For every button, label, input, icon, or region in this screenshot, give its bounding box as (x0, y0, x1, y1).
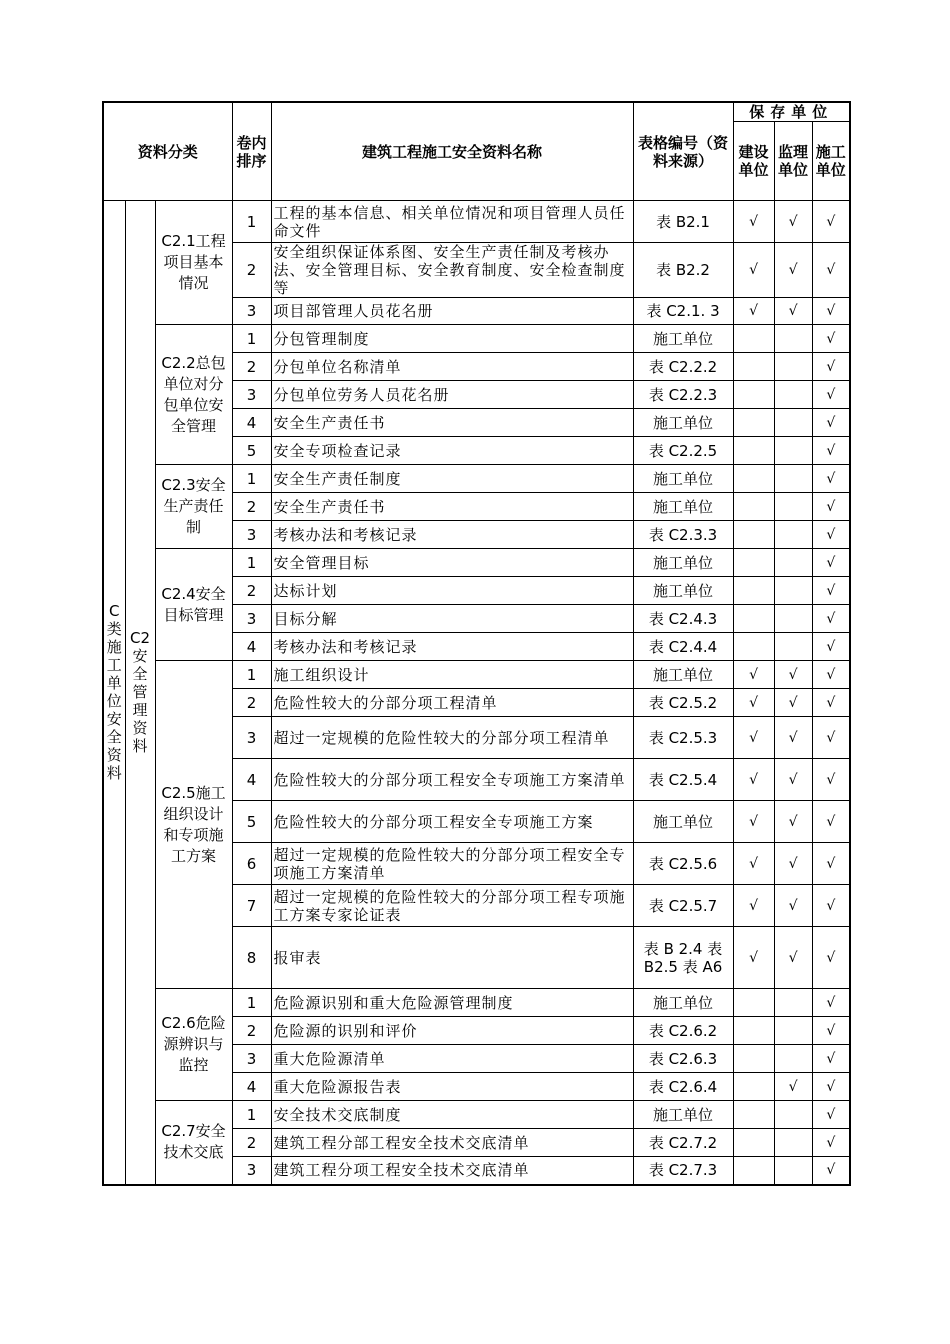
archive-table (102, 101, 851, 1186)
keep-owner-check (733, 989, 774, 1017)
document-name: 安全生产责任书 (271, 493, 633, 521)
section-title: C2.6危险源辨识与监控 (155, 989, 232, 1101)
section-title: C2.5施工组织设计和专项施工方案 (155, 661, 232, 989)
row-number: 2 (232, 493, 271, 521)
document-name: 危险性较大的分部分项工程清单 (271, 689, 633, 717)
keep-contractor-check: √ (812, 1157, 850, 1185)
row-number: 5 (232, 801, 271, 843)
keep-supervisor-check (774, 605, 812, 633)
form-number: 表 C2.5.3 (633, 717, 733, 759)
row-number: 3 (232, 521, 271, 549)
form-number: 表 C2.5.7 (633, 885, 733, 927)
keep-contractor-check: √ (812, 493, 850, 521)
document-name: 项目部管理人员花名册 (271, 298, 633, 325)
keep-owner-check (733, 549, 774, 577)
keep-owner-check: √ (733, 689, 774, 717)
document-name: 危险性较大的分部分项工程安全专项施工方案 (271, 801, 633, 843)
keep-contractor-check: √ (812, 989, 850, 1017)
form-number: 表 C2.3.3 (633, 521, 733, 549)
header-category: 资料分类 (103, 102, 232, 201)
row-number: 7 (232, 885, 271, 927)
form-number: 施工单位 (633, 661, 733, 689)
document-name: 超过一定规模的危险性较大的分部分项工程安全专项施工方案清单 (271, 843, 633, 885)
document-name: 考核办法和考核记录 (271, 633, 633, 661)
keep-supervisor-check: √ (774, 298, 812, 325)
keep-contractor-check: √ (812, 298, 850, 325)
header-keep-owner: 建设单位 (733, 122, 774, 201)
document-name: 建筑工程分项工程安全技术交底清单 (271, 1157, 633, 1185)
row-number: 1 (232, 989, 271, 1017)
keep-supervisor-check (774, 465, 812, 493)
keep-contractor-check: √ (812, 353, 850, 381)
keep-contractor-check: √ (812, 689, 850, 717)
document-name: 安全生产责任书 (271, 409, 633, 437)
keep-contractor-check: √ (812, 1129, 850, 1157)
row-number: 1 (232, 201, 271, 243)
document-name: 安全生产责任制度 (271, 465, 633, 493)
section-title: C2.7安全技术交底 (155, 1101, 232, 1185)
keep-supervisor-check (774, 381, 812, 409)
keep-supervisor-check: √ (774, 243, 812, 298)
row-number: 3 (232, 298, 271, 325)
form-number: 表 C2.5.6 (633, 843, 733, 885)
keep-contractor-check: √ (812, 381, 850, 409)
keep-supervisor-check: √ (774, 927, 812, 989)
row-number: 2 (232, 577, 271, 605)
keep-supervisor-check (774, 1157, 812, 1185)
row-number: 2 (232, 689, 271, 717)
document-name: 分包单位劳务人员花名册 (271, 381, 633, 409)
form-number: 表 C2.2.3 (633, 381, 733, 409)
form-number: 表 B2.1 (633, 201, 733, 243)
form-number: 施工单位 (633, 325, 733, 353)
document-name: 超过一定规模的危险性较大的分部分项工程专项施工方案专家论证表 (271, 885, 633, 927)
keep-owner-check (733, 1157, 774, 1185)
header-keep-unit: 保存单位 (733, 102, 850, 122)
keep-contractor-check: √ (812, 1101, 850, 1129)
table-row (103, 201, 850, 243)
header-form-no: 表格编号（资料来源） (633, 102, 733, 201)
row-number: 4 (232, 759, 271, 801)
keep-contractor-check: √ (812, 549, 850, 577)
keep-owner-check: √ (733, 717, 774, 759)
keep-supervisor-check (774, 1017, 812, 1045)
form-number: 表 C2.6.2 (633, 1017, 733, 1045)
row-number: 5 (232, 437, 271, 465)
keep-owner-check (733, 633, 774, 661)
document-name: 工程的基本信息、相关单位情况和项目管理人员任命文件 (271, 201, 633, 243)
keep-owner-check: √ (733, 801, 774, 843)
keep-owner-check: √ (733, 759, 774, 801)
keep-supervisor-check (774, 1129, 812, 1157)
document-name: 危险源的识别和评价 (271, 1017, 633, 1045)
keep-owner-check: √ (733, 843, 774, 885)
keep-supervisor-check (774, 633, 812, 661)
document-name: 分包管理制度 (271, 325, 633, 353)
form-number: 施工单位 (633, 409, 733, 437)
keep-supervisor-check (774, 437, 812, 465)
keep-owner-check (733, 437, 774, 465)
row-number: 3 (232, 717, 271, 759)
form-number: 表 C2.7.3 (633, 1157, 733, 1185)
form-number: 施工单位 (633, 577, 733, 605)
row-number: 1 (232, 549, 271, 577)
keep-contractor-check: √ (812, 1073, 850, 1101)
row-number: 8 (232, 927, 271, 989)
form-number: 表 C2.7.2 (633, 1129, 733, 1157)
form-number: 表 C2.5.2 (633, 689, 733, 717)
row-number: 4 (232, 633, 271, 661)
form-number: 表 B 2.4 表 B2.5 表 A6 (633, 927, 733, 989)
keep-owner-check: √ (733, 661, 774, 689)
keep-supervisor-check: √ (774, 885, 812, 927)
form-number: 施工单位 (633, 1101, 733, 1129)
keep-contractor-check: √ (812, 927, 850, 989)
keep-owner-check: √ (733, 927, 774, 989)
keep-contractor-check: √ (812, 465, 850, 493)
form-number: 表 B2.2 (633, 243, 733, 298)
keep-contractor-check: √ (812, 843, 850, 885)
form-number: 施工单位 (633, 801, 733, 843)
row-number: 2 (232, 1017, 271, 1045)
keep-supervisor-check: √ (774, 689, 812, 717)
keep-supervisor-check: √ (774, 843, 812, 885)
keep-owner-check (733, 577, 774, 605)
document-name: 危险性较大的分部分项工程安全专项施工方案清单 (271, 759, 633, 801)
section-title: C2.4安全目标管理 (155, 549, 232, 661)
keep-supervisor-check: √ (774, 1073, 812, 1101)
table-row (103, 989, 850, 1017)
document-name: 超过一定规模的危险性较大的分部分项工程清单 (271, 717, 633, 759)
document-name: 目标分解 (271, 605, 633, 633)
keep-owner-check (733, 1129, 774, 1157)
form-number: 表 C2.6.4 (633, 1073, 733, 1101)
keep-contractor-check: √ (812, 243, 850, 298)
keep-supervisor-check (774, 989, 812, 1017)
keep-contractor-check: √ (812, 759, 850, 801)
keep-contractor-check: √ (812, 885, 850, 927)
keep-supervisor-check (774, 549, 812, 577)
keep-contractor-check: √ (812, 521, 850, 549)
keep-owner-check (733, 409, 774, 437)
row-number: 6 (232, 843, 271, 885)
row-number: 3 (232, 1045, 271, 1073)
row-number: 1 (232, 1101, 271, 1129)
document-name: 达标计划 (271, 577, 633, 605)
keep-owner-check: √ (733, 201, 774, 243)
keep-owner-check (733, 605, 774, 633)
keep-contractor-check: √ (812, 325, 850, 353)
document-name: 安全管理目标 (271, 549, 633, 577)
form-number: 表 C2.5.4 (633, 759, 733, 801)
form-number: 施工单位 (633, 989, 733, 1017)
class-c2-label: C2安全管理资料 (125, 201, 155, 1185)
table-row (103, 1101, 850, 1129)
keep-supervisor-check (774, 577, 812, 605)
class-c-label: C类施工单位安全资料 (103, 201, 125, 1185)
document-name: 分包单位名称清单 (271, 353, 633, 381)
form-number: 表 C2.6.3 (633, 1045, 733, 1073)
header-order: 卷内排序 (232, 102, 271, 201)
keep-supervisor-check (774, 521, 812, 549)
document-name: 建筑工程分部工程安全技术交底清单 (271, 1129, 633, 1157)
keep-contractor-check: √ (812, 801, 850, 843)
keep-contractor-check: √ (812, 201, 850, 243)
keep-owner-check (733, 465, 774, 493)
keep-owner-check (733, 353, 774, 381)
keep-supervisor-check: √ (774, 759, 812, 801)
form-number: 表 C2.1. 3 (633, 298, 733, 325)
keep-owner-check: √ (733, 243, 774, 298)
keep-contractor-check: √ (812, 577, 850, 605)
row-number: 3 (232, 605, 271, 633)
keep-owner-check (733, 381, 774, 409)
keep-supervisor-check: √ (774, 717, 812, 759)
form-number: 表 C2.2.5 (633, 437, 733, 465)
keep-owner-check (733, 1045, 774, 1073)
keep-owner-check (733, 1017, 774, 1045)
table-body (103, 201, 850, 1185)
keep-contractor-check: √ (812, 409, 850, 437)
keep-owner-check (733, 493, 774, 521)
keep-supervisor-check (774, 1101, 812, 1129)
keep-contractor-check: √ (812, 437, 850, 465)
keep-contractor-check: √ (812, 1045, 850, 1073)
keep-owner-check: √ (733, 298, 774, 325)
row-number: 2 (232, 353, 271, 381)
row-number: 3 (232, 381, 271, 409)
form-number: 施工单位 (633, 493, 733, 521)
keep-supervisor-check (774, 353, 812, 381)
keep-owner-check: √ (733, 885, 774, 927)
document-name: 危险源识别和重大危险源管理制度 (271, 989, 633, 1017)
keep-contractor-check: √ (812, 605, 850, 633)
keep-supervisor-check (774, 409, 812, 437)
keep-contractor-check: √ (812, 661, 850, 689)
keep-owner-check (733, 1073, 774, 1101)
document-name: 考核办法和考核记录 (271, 521, 633, 549)
document-name: 安全技术交底制度 (271, 1101, 633, 1129)
header-keep-contractor: 施工单位 (812, 122, 850, 201)
form-number: 表 C2.2.2 (633, 353, 733, 381)
table-row (103, 661, 850, 689)
row-number: 3 (232, 1157, 271, 1185)
row-number: 2 (232, 1129, 271, 1157)
keep-supervisor-check: √ (774, 661, 812, 689)
keep-contractor-check: √ (812, 717, 850, 759)
row-number: 1 (232, 465, 271, 493)
table-row (103, 325, 850, 353)
document-name: 报审表 (271, 927, 633, 989)
form-number: 施工单位 (633, 465, 733, 493)
document-name: 施工组织设计 (271, 661, 633, 689)
document-name: 重大危险源清单 (271, 1045, 633, 1073)
keep-owner-check (733, 521, 774, 549)
document-name: 安全组织保证体系图、安全生产责任制及考核办法、安全管理目标、安全教育制度、安全检查制度等 (271, 243, 633, 298)
header-keep-supervisor: 监理单位 (774, 122, 812, 201)
keep-owner-check (733, 325, 774, 353)
section-title: C2.3安全生产责任制 (155, 465, 232, 549)
row-number: 1 (232, 325, 271, 353)
section-title: C2.2总包单位对分包单位安全管理 (155, 325, 232, 465)
table-row (103, 549, 850, 577)
keep-owner-check (733, 1101, 774, 1129)
form-number: 表 C2.4.4 (633, 633, 733, 661)
row-number: 2 (232, 243, 271, 298)
keep-contractor-check: √ (812, 1017, 850, 1045)
header-doc-name: 建筑工程施工安全资料名称 (271, 102, 633, 201)
document-name: 安全专项检查记录 (271, 437, 633, 465)
form-number: 施工单位 (633, 549, 733, 577)
keep-supervisor-check (774, 493, 812, 521)
row-number: 1 (232, 661, 271, 689)
form-number: 表 C2.4.3 (633, 605, 733, 633)
table-row (103, 465, 850, 493)
keep-supervisor-check (774, 1045, 812, 1073)
document-name: 重大危险源报告表 (271, 1073, 633, 1101)
keep-supervisor-check (774, 325, 812, 353)
section-title: C2.1工程项目基本情况 (155, 201, 232, 325)
keep-supervisor-check: √ (774, 201, 812, 243)
row-number: 4 (232, 1073, 271, 1101)
row-number: 4 (232, 409, 271, 437)
keep-contractor-check: √ (812, 633, 850, 661)
keep-supervisor-check: √ (774, 801, 812, 843)
